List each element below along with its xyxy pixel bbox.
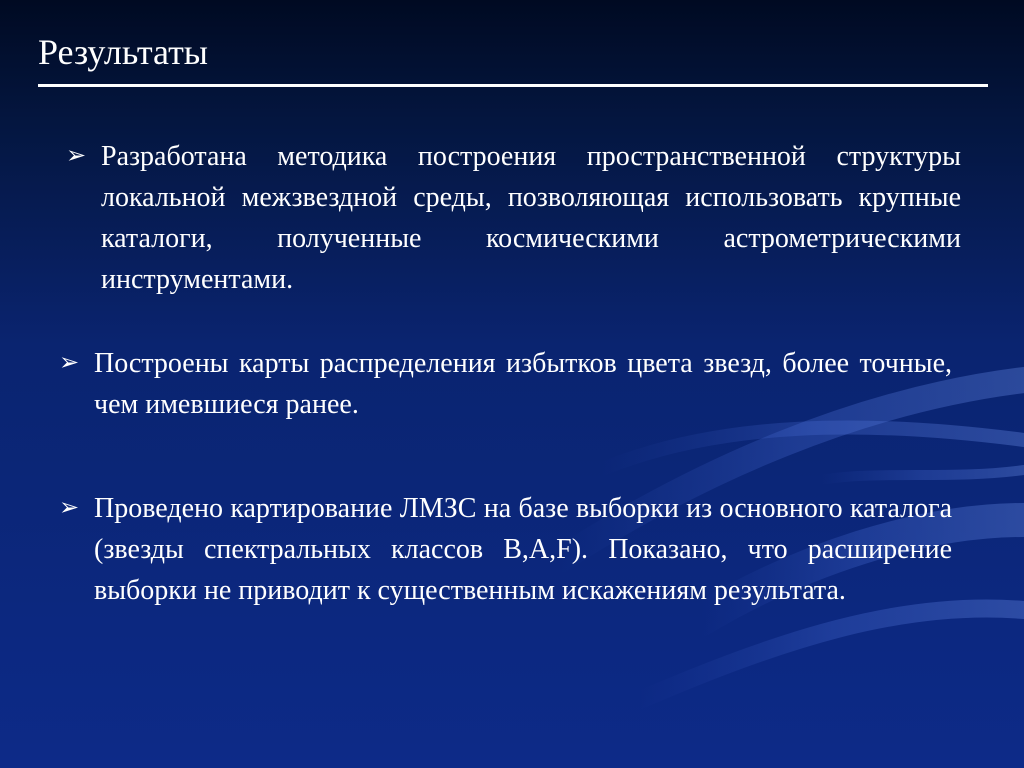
slide-title: Результаты [38,32,208,72]
arrow-bullet-icon: ➢ [59,495,80,521]
bullet-text: Построены карты распределения избытков цвета звезд, более точные, чем имевшиеся ранее. [94,348,952,420]
arrow-bullet-icon: ➢ [59,350,80,376]
bullet-item [66,136,961,300]
bullet-text: Проведено картирование ЛМЗС на базе выборки из основного каталога (звезды спектральных классов B,A,F). Показано, что расширение выборки не приводит к существенным искажениям результата. [94,493,952,606]
bullet-text: Разработана методика построения пространственной структуры локальной межзвездной среды, позволяющая использовать крупные каталоги, полученные космическими астрометрическими инструментами. [101,141,961,295]
title-divider [38,84,988,87]
arrow-bullet-icon: ➢ [66,143,87,169]
bullet-item [59,488,952,611]
bullet-item [59,343,952,425]
